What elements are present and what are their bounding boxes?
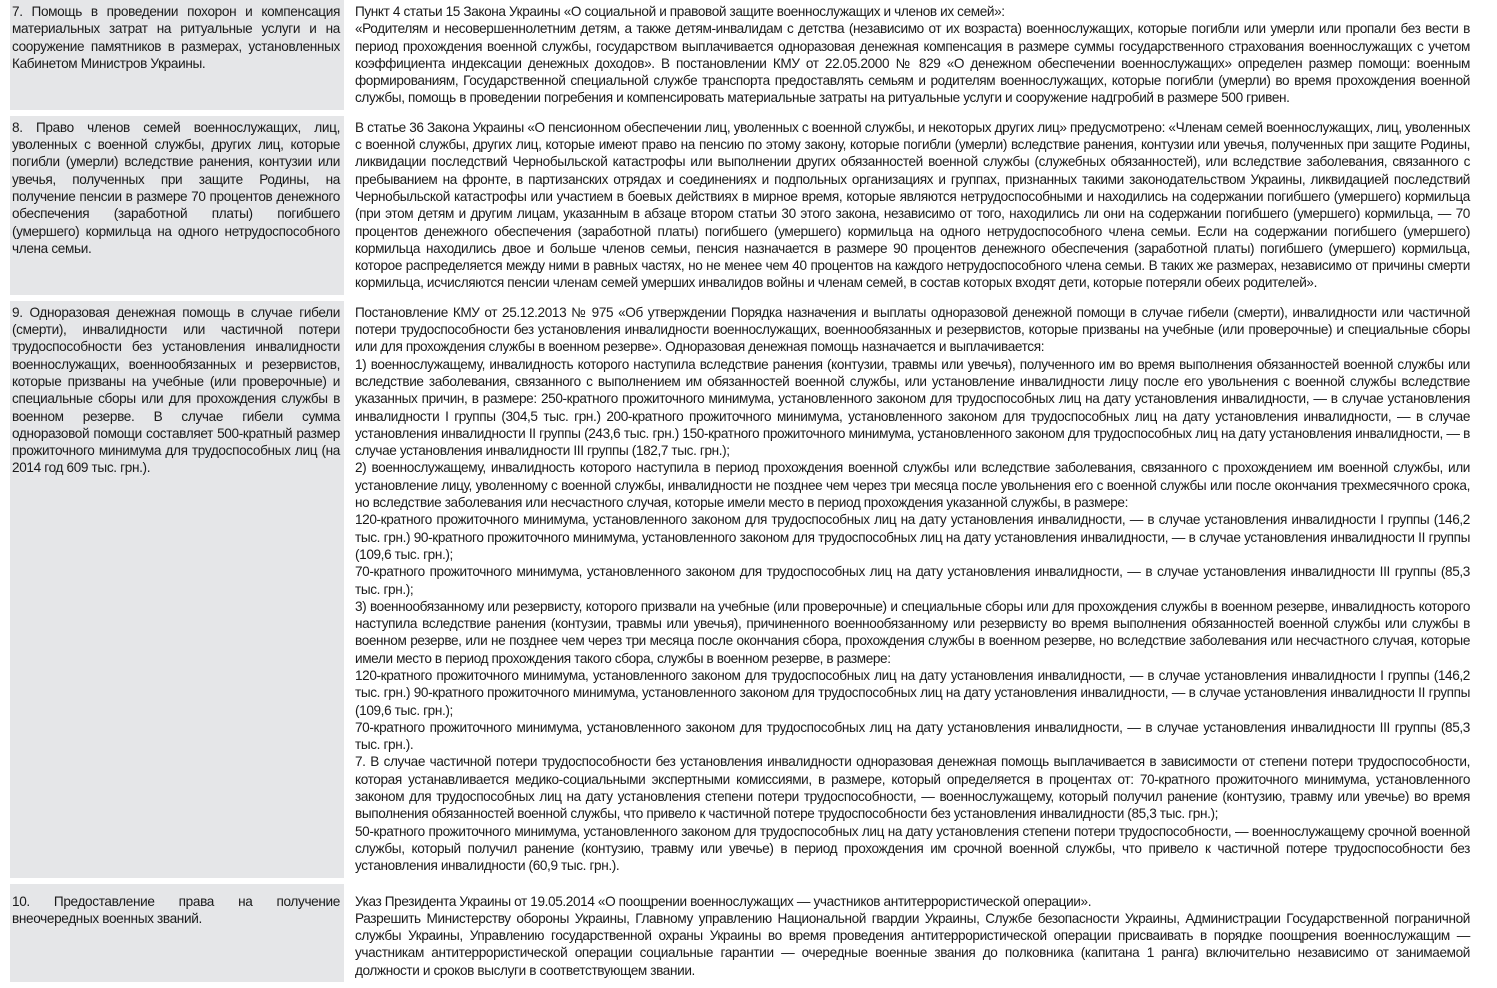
legal-paragraph: 2) военнослужащему, инвалидность которого наступила в период прохождения военной службы или вследствие заболевания, связанного с прохождением им военной службы, или установление лицу, уволенному с военной службы, инвалидности не позднее чем через три месяца после увольнения его с военной службы или после окончания трехмесячного срока, но вследствие заболевания или несчастного случая, которые имели место в период прохождения указанной службы, в размере:: [355, 460, 1470, 511]
legal-paragraph: В статье 36 Закона Украины «О пенсионном обеспечении лиц, уволенных с военной службы, и некоторых других лиц» предусмотрено: «Членам семей военнослужащих, лиц, уволенных с военной службы, других лиц, которые имеют право на пенсию по этому закону, которые погибли (умерли) вследствие ранения, контузии или увечья, полученных при защите Родины, ликвидации последствий Чернобыльской катастрофы или выполнении других обязанностей военной службы (служебных обязанностей), или вследствие заболевания, связанного с пребыванием на фронте, в партизанских отрядах и соединениях и подпольных организациях и группах, признанных такими законодательством Украины, ликвидацией последствий Чернобыльской катастрофы или участием в боевых действиях в мирное время, которые являются нетрудоспособными и находились на содержании погибшего (умершего) кормильца (при этом детям и другим лицам, указанным в абзаце втором статьи 30 этого закона, независимо от того, находились ли они на содержании погибшего (умершего) кормильца, — 70 процентов денежного обеспечения (заработной платы) погибшего (умершего) кормильца на одного нетрудоспособного члена семьи. Если на содержании погибшего (умершего) кормильца находились двое и больше членов семьи, пенсия назначается в размере 90 процентов денежного обеспечения (заработной платы) погибшего (умершего) кормильца, которое распределяется между ними в равных частях, но не менее чем 40 процентов на каждого нетрудоспособного члена семьи. В таких же размерах, независимо от причины смерти кормильца, исчисляются пенсии членам семей умерших инвалидов войны и членам семей, в состав которых входят дети, которые потеряли обеих родителей».: [355, 119, 1470, 291]
benefit-text: 7. Помощь в проведении похорон и компенсация материальных затрат на ритуальные услуги и на сооружение памятников в размерах, установленных Кабинетом Министров Украины.: [12, 4, 340, 71]
table-row-10: [0, 884, 1497, 982]
benefit-cell-10: [10, 884, 344, 982]
legal-paragraph: 1) военнослужащему, инвалидность которого наступила вследствие ранения (контузии, травмы или увечья), полученного им во время выполнения обязанностей военной службы или вследствие заболевания, связанного с выполнением им обязанностей военной службы, или установление инвалидности лицу после его увольнения с военной службы вследствие указанных причин, в размере: 250-кратного прожиточного минимума, установленного законом для трудоспособных лиц на дату установления инвалидности, — в случае установления инвалидности I группы (304,5 тыс. грн.) 200-кратного прожиточного минимума, установленного законом для трудоспособных лиц на дату установления инвалидности, — в случае установления инвалидности II группы (243,6 тыс. грн.) 150-кратного прожиточного минимума, установленного законом для трудоспособных лиц на дату установления инвалидности, — в случае установления инвалидности III группы (182,7 тыс. грн.);: [355, 356, 1470, 459]
legal-paragraph: Постановление КМУ от 25.12.2013 № 975 «Об утверждении Порядка назначения и выплаты одноразовой денежной помощи в случае гибели (смерти), инвалидности или частичной потери трудоспособности без установления инвалидности военнослужащих, военнообязанных и резервистов, которые призваны на учебные (или проверочные) и специальные сборы или для прохождения службы в военном резерве». Одноразовая денежная помощь назначается и выплачивается:: [355, 304, 1470, 355]
benefit-text: 9. Одноразовая денежная помощь в случае гибели (смерти), инвалидности или частичной потери трудоспособности без установления инвалидности военнослужащих, военнообязанных и резервистов, которые призваны на учебные (или проверочные) и специальные сборы или для прохождения службы в военном резерве. В случае гибели сумма одноразовой помощи составляет 500-кратный размер прожиточного минимума для трудоспособных лиц (на 2014 год 609 тыс. грн.).: [12, 304, 340, 476]
legal-paragraph: Разрешить Министерству обороны Украины, Главному управлению Национальной гвардии Украины, Службе безопасности Украины, Администрации Государственной пограничной службы Украины, Управлению государственной охраны Украины во время проведения антитеррористической операции присваивать в порядке поощрения военнослужащим — участникам антитеррористической операции социальные гарантии — очередные военные звания до полковника (капитана 1 ранга) включительно независимо от занимаемой должности и сроков выслуги в соответствующем звании.: [355, 910, 1470, 978]
table-row-7: [0, 0, 1497, 110]
legal-paragraph: «Родителям и несовершеннолетним детям, а также детям-инвалидам с детства (независимо от их возраста) военнослужащих, которые погибли или умерли или пропали без вести в период прохождения военной службы, государством выплачивается одноразовая денежная компенсация в размере суммы государственного страхования военнослужащих с учетом коэффициента индексации денежных доходов». В постановлении КМУ от 22.05.2000 № 829 «О денежном обеспечении военнослужащих» определен размер помощи: военным формированиям, Государственной специальной службе транспорта предоставлять семьям и родителям военнослужащих, которые погибли (умерли) во время прохождения военной службы, помощь в проведении погребения и компенсировать материальные затраты на ритуальные услуги и сооружение надгробий в размере 500 гривен.: [355, 21, 1470, 106]
legal-paragraph: 120-кратного прожиточного минимума, установленного законом для трудоспособных лиц на дату установления инвалидности, — в случае установления инвалидности I группы (146,2 тыс. грн.) 90-кратного прожиточного минимума, установленного законом для трудоспособных лиц на дату установления инвалидности, — в случае установления инвалидности II группы (109,6 тыс. грн.);: [355, 512, 1470, 562]
legal-basis-cell-9: [355, 301, 1470, 878]
legal-paragraph: 120-кратного прожиточного минимума, установленного законом для трудоспособных лиц на дату установления инвалидности, — в случае установления инвалидности I группы (146,2 тыс. грн.) 90-кратного прожиточного минимума, установленного законом для трудоспособных лиц на дату установления инвалидности, — в случае установления инвалидности II группы (109,6 тыс. грн.);: [355, 667, 1470, 718]
benefit-text: 8. Право членов семей военнослужащих, лиц, уволенных с военной службы, других лиц, которые погибли (умерли) вследствие ранения, контузии или увечья, полученных при защите Родины, на получение пенсии в размере 70 процентов денежного обеспечения (заработной платы) погибшего (умершего) кормильца на одного нетрудоспособного члена семьи.: [12, 119, 340, 256]
legal-basis-cell-10: [355, 884, 1470, 982]
legal-basis-cell-7: [355, 0, 1470, 110]
benefit-cell-9: [10, 301, 344, 878]
legal-paragraph: 50-кратного прожиточного минимума, установленного законом для трудоспособных лиц на дату установления степени потери трудоспособности, — военнослужащему срочной военной службы, который получил ранение (контузию, травму или увечье) в период прохождения им срочной военной службы, что привело к частичной потере трудоспособности без установления инвалидности (60,9 тыс. грн.).: [355, 823, 1470, 874]
benefit-cell-7: [10, 0, 344, 110]
legal-paragraph: 7. В случае частичной потери трудоспособности без установления инвалидности одноразовая денежная помощь выплачивается в зависимости от степени потери трудоспособности, которая устанавливается медико-социальными экспертными комиссиями, в размере, который определяется в процентах от: 70-кратного прожиточного минимума, установленного законом для трудоспособных лиц на дату установления степени потери трудоспособности, — военнослужащему, который получил ранение (контузию, травму или увечье) во время выполнения обязанностей военной службы, что привело к частичной потере трудоспособности без установления инвалидности (85,3 тыс. грн.);: [355, 754, 1470, 822]
table-row-9: [0, 301, 1497, 878]
legal-basis-cell-8: [355, 116, 1470, 295]
benefit-text: 10. Предоставление права на получение внеочередных военных званий.: [12, 893, 340, 926]
table-row-8: [0, 116, 1497, 295]
legal-paragraph: 70-кратного прожиточного минимума, установленного законом для трудоспособных лиц на дату установления инвалидности, — в случае установления инвалидности III группы (85,3 тыс. грн.).: [355, 719, 1470, 753]
legal-paragraph: Пункт 4 статьи 15 Закона Украины «О социальной и правовой защите военнослужащих и членов их семей»:: [355, 4, 1005, 19]
legal-paragraph: 3) военнообязанному или резервисту, которого призвали на учебные (или проверочные) и специальные сборы или для прохождения службы в военном резерве, инвалидность которого наступила вследствие ранения (контузии, травмы или увечья), причиненного военнообязанному или резервисту во время выполнения обязанностей военной службы или службы в военном резерве, или не позднее чем через три месяца после окончания сбора, прохождения службы в военном резерве, но вследствие заболевания или несчастного случая, которые имели место в период прохождения такого сбора, службы в военном резерве, в размере:: [355, 598, 1470, 666]
legal-paragraph: 70-кратного прожиточного минимума, установленного законом для трудоспособных лиц на дату установления инвалидности, — в случае установления инвалидности III группы (85,3 тыс. грн.);: [355, 564, 1470, 597]
benefit-cell-8: [10, 116, 344, 295]
legal-paragraph: Указ Президента Украины от 19.05.2014 «О поощрении военнослужащих — участников антитеррористической операции».: [355, 893, 1092, 909]
